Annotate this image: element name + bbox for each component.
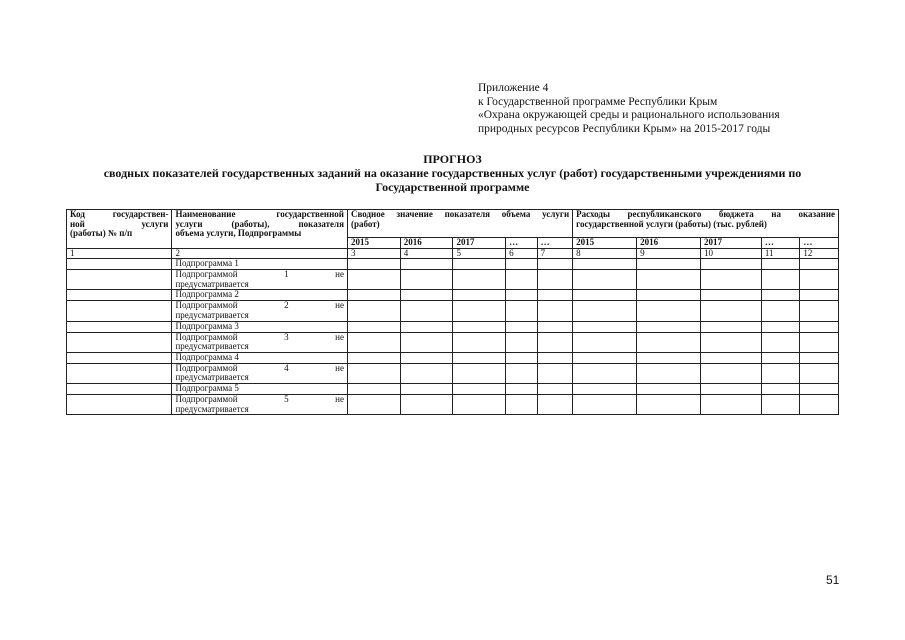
not-planned-b: не — [335, 332, 344, 342]
subprogram-label: Подпрограмма 2 — [172, 290, 347, 301]
header-name-l2b: (работы), — [231, 218, 270, 229]
not-planned-cell — [172, 363, 347, 383]
not-planned-cell — [172, 270, 347, 290]
not-planned-b: не — [335, 363, 344, 373]
appendix-line: природных ресурсов Республики Крым» на 2015-2017 годы — [478, 122, 771, 135]
header-code — [67, 210, 172, 249]
not-planned-b: не — [335, 269, 344, 280]
title-subheading-cont: Государственной программе — [375, 180, 530, 194]
column-number: 9 — [637, 248, 701, 259]
appendix-note — [478, 82, 780, 136]
not-planned-cell — [172, 394, 347, 414]
header-code-l3: (работы) № п/п — [70, 228, 133, 239]
column-number: 3 — [347, 248, 400, 259]
column-number: 1 — [67, 248, 172, 259]
column-number: 6 — [506, 248, 537, 259]
code-cell — [67, 321, 172, 332]
not-planned-b: не — [335, 300, 344, 311]
code-cell — [67, 290, 172, 301]
page-number: 51 — [826, 573, 840, 587]
not-planned-a: Подпрограммой — [175, 363, 238, 373]
table-row — [67, 321, 839, 332]
header-summary-l2: (работ) — [350, 218, 380, 229]
header-summary — [347, 210, 572, 238]
table-row — [67, 270, 839, 290]
table-row — [67, 383, 839, 394]
appendix-line: к Государственной программе Республики Крым — [478, 95, 718, 108]
document-title — [0, 152, 905, 194]
table-row — [67, 259, 839, 270]
header-expenses-l1: Расходы республиканского бюджета на оказание — [576, 209, 835, 219]
subprogram-label: Подпрограмма 4 — [172, 352, 347, 363]
table-row — [67, 332, 839, 352]
not-planned-a: Подпрограммой — [175, 269, 238, 280]
column-number: 4 — [400, 248, 453, 259]
header-code-l2a: ной — [70, 218, 85, 229]
subprogram-label: Подпрограмма 1 — [172, 259, 347, 270]
not-planned-num: 4 — [284, 363, 289, 373]
column-number: 11 — [761, 248, 800, 259]
not-planned-cell — [172, 301, 347, 321]
title-subheading: сводных показателей государственных заданий на оказание государственных услуг (работ) государственными учреждениями по — [103, 166, 802, 180]
year-cell: 2015 — [347, 238, 400, 249]
year-cell: … — [800, 238, 839, 249]
not-planned-c: предусматривается — [175, 278, 249, 289]
year-cell: 2017 — [700, 238, 761, 249]
header-name-l1: Наименование государственной — [175, 209, 344, 219]
column-number: 2 — [172, 248, 347, 259]
column-number: 5 — [453, 248, 506, 259]
not-planned-a: Подпрограммой — [175, 394, 238, 404]
code-cell — [67, 394, 172, 414]
table-row — [67, 352, 839, 363]
code-cell — [67, 259, 172, 270]
not-planned-a: Подпрограммой — [175, 300, 238, 311]
forecast-table — [66, 209, 839, 415]
header-name-l3: объема услуги, Подпрограммы — [175, 228, 302, 239]
code-cell — [67, 332, 172, 352]
header-expenses-l2: государственной услуги (работы) (тыс. рублей) — [576, 218, 767, 229]
not-planned-num: 3 — [284, 332, 289, 342]
not-planned-b: не — [335, 394, 344, 404]
appendix-line: Приложение 4 — [478, 82, 549, 94]
appendix-line: «Охрана окружающей среды и рационального использования — [478, 109, 780, 122]
column-number: 10 — [700, 248, 761, 259]
code-cell — [67, 363, 172, 383]
code-cell — [67, 270, 172, 290]
table-row — [67, 301, 839, 321]
table-row — [67, 290, 839, 301]
header-expenses — [573, 210, 839, 238]
table-row — [67, 363, 839, 383]
not-planned-num: 5 — [284, 394, 289, 404]
subprogram-label: Подпрограмма 3 — [172, 321, 347, 332]
code-cell — [67, 352, 172, 363]
year-cell: … — [537, 238, 573, 249]
not-planned-a: Подпрограммой — [175, 332, 238, 342]
year-cell: 2017 — [453, 238, 506, 249]
code-cell — [67, 301, 172, 321]
subprogram-label: Подпрограмма 5 — [172, 383, 347, 394]
year-cell: 2016 — [637, 238, 701, 249]
header-name-l2c: показателя — [298, 218, 344, 229]
not-planned-c: предусматривается — [175, 341, 249, 352]
header-summary-l1: Сводное значение показателя объема услуги — [350, 209, 570, 219]
not-planned-c: предусматривается — [175, 372, 249, 383]
not-planned-c: предусматривается — [175, 309, 249, 320]
year-cell: 2016 — [400, 238, 453, 249]
header-name — [172, 210, 347, 249]
not-planned-c: предусматривается — [175, 403, 249, 414]
column-number: 7 — [537, 248, 573, 259]
not-planned-num: 2 — [284, 300, 289, 311]
not-planned-num: 1 — [284, 269, 289, 280]
title-heading: ПРОГНОЗ — [423, 152, 482, 166]
year-cell: … — [506, 238, 537, 249]
year-cell: … — [761, 238, 800, 249]
header-name-l2a: услуги — [175, 218, 203, 229]
year-cell: 2015 — [573, 238, 637, 249]
header-code-l1: Код государствен- — [70, 209, 169, 219]
table-row — [67, 394, 839, 414]
not-planned-cell — [172, 332, 347, 352]
header-code-l2b: услуги — [141, 218, 169, 229]
code-cell — [67, 383, 172, 394]
column-number: 12 — [800, 248, 839, 259]
column-number: 8 — [573, 248, 637, 259]
